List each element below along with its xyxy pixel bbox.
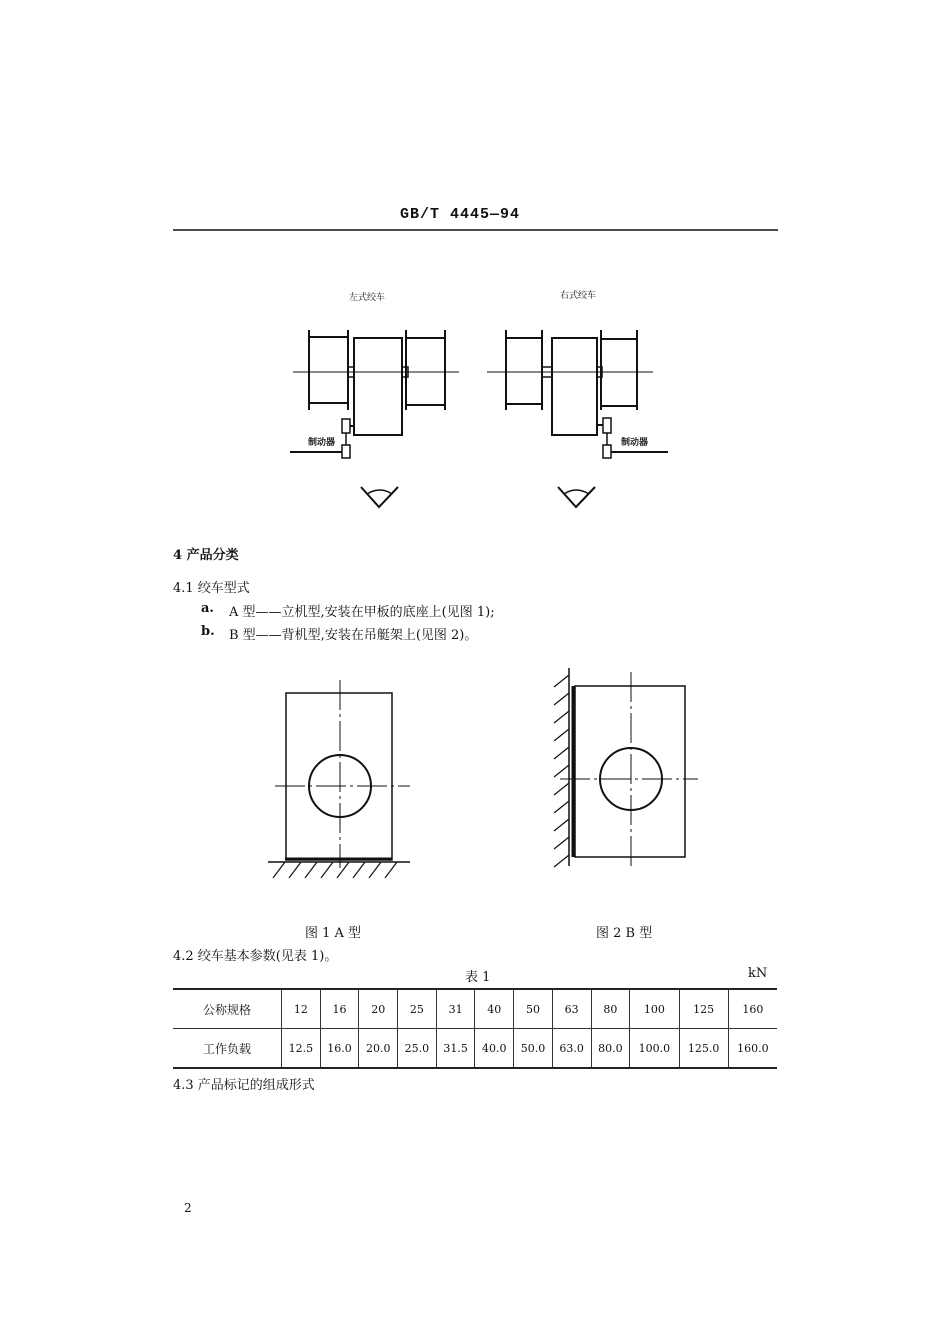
cell: 40 <box>475 989 514 1029</box>
cell: 40.0 <box>475 1029 514 1069</box>
cell: 16.0 <box>320 1029 359 1069</box>
standard-header: GB/T 4445—94 <box>400 206 521 223</box>
figure-2-type-b <box>554 668 698 868</box>
cell: 160.0 <box>728 1029 777 1069</box>
table-row <box>173 989 777 1029</box>
item-b-text: B 型——背机型,安装在吊艇架上(见图 2)。 <box>229 628 478 643</box>
right-winch-label: 右式绞车 <box>560 291 597 301</box>
figure-2-caption: 图 2 B 型 <box>596 926 653 941</box>
cell: 31 <box>436 989 475 1029</box>
cell: 63.0 <box>552 1029 591 1069</box>
table-title: 表 1 <box>465 970 491 985</box>
cell: 12.5 <box>282 1029 321 1069</box>
cell: 31.5 <box>436 1029 475 1069</box>
right-winch-diagram <box>487 330 668 507</box>
left-winch-diagram <box>290 330 459 507</box>
parameters-table <box>173 988 777 1069</box>
cell: 80 <box>591 989 630 1029</box>
section-4-1-heading: 4.1 绞车型式 <box>173 581 250 596</box>
cell: 100.0 <box>630 1029 679 1069</box>
item-b-marker: b. <box>201 624 215 639</box>
cell: 63 <box>552 989 591 1029</box>
section-4-heading: 4 产品分类 <box>173 548 239 563</box>
cell: 25 <box>398 989 437 1029</box>
row-label: 工作负载 <box>173 1029 282 1069</box>
row-label: 公称规格 <box>173 989 282 1029</box>
cell: 50 <box>514 989 553 1029</box>
brake-label-right: 制动器 <box>621 438 649 448</box>
section-4-3-heading: 4.3 产品标记的组成形式 <box>173 1078 315 1093</box>
cell: 50.0 <box>514 1029 553 1069</box>
page-number: 2 <box>184 1201 192 1215</box>
table-unit: kN <box>748 966 768 981</box>
cell: 80.0 <box>591 1029 630 1069</box>
brake-label-left: 制动器 <box>308 438 336 448</box>
cell: 12 <box>282 989 321 1029</box>
cell: 25.0 <box>398 1029 437 1069</box>
cell: 100 <box>630 989 679 1029</box>
figure-1-caption: 图 1 A 型 <box>305 926 362 941</box>
section-4-2-heading: 4.2 绞车基本参数(见表 1)。 <box>173 949 338 964</box>
left-winch-label: 左式绞车 <box>349 293 386 303</box>
cell: 125 <box>679 989 728 1029</box>
cell: 160 <box>728 989 777 1029</box>
cell: 20 <box>359 989 398 1029</box>
table-row <box>173 1029 777 1069</box>
figure-1-type-a <box>268 680 410 878</box>
cell: 20.0 <box>359 1029 398 1069</box>
item-a-text: A 型——立机型,安装在甲板的底座上(见图 1); <box>229 605 495 620</box>
item-a-marker: a. <box>201 601 214 616</box>
cell: 125.0 <box>679 1029 728 1069</box>
cell: 16 <box>320 989 359 1029</box>
